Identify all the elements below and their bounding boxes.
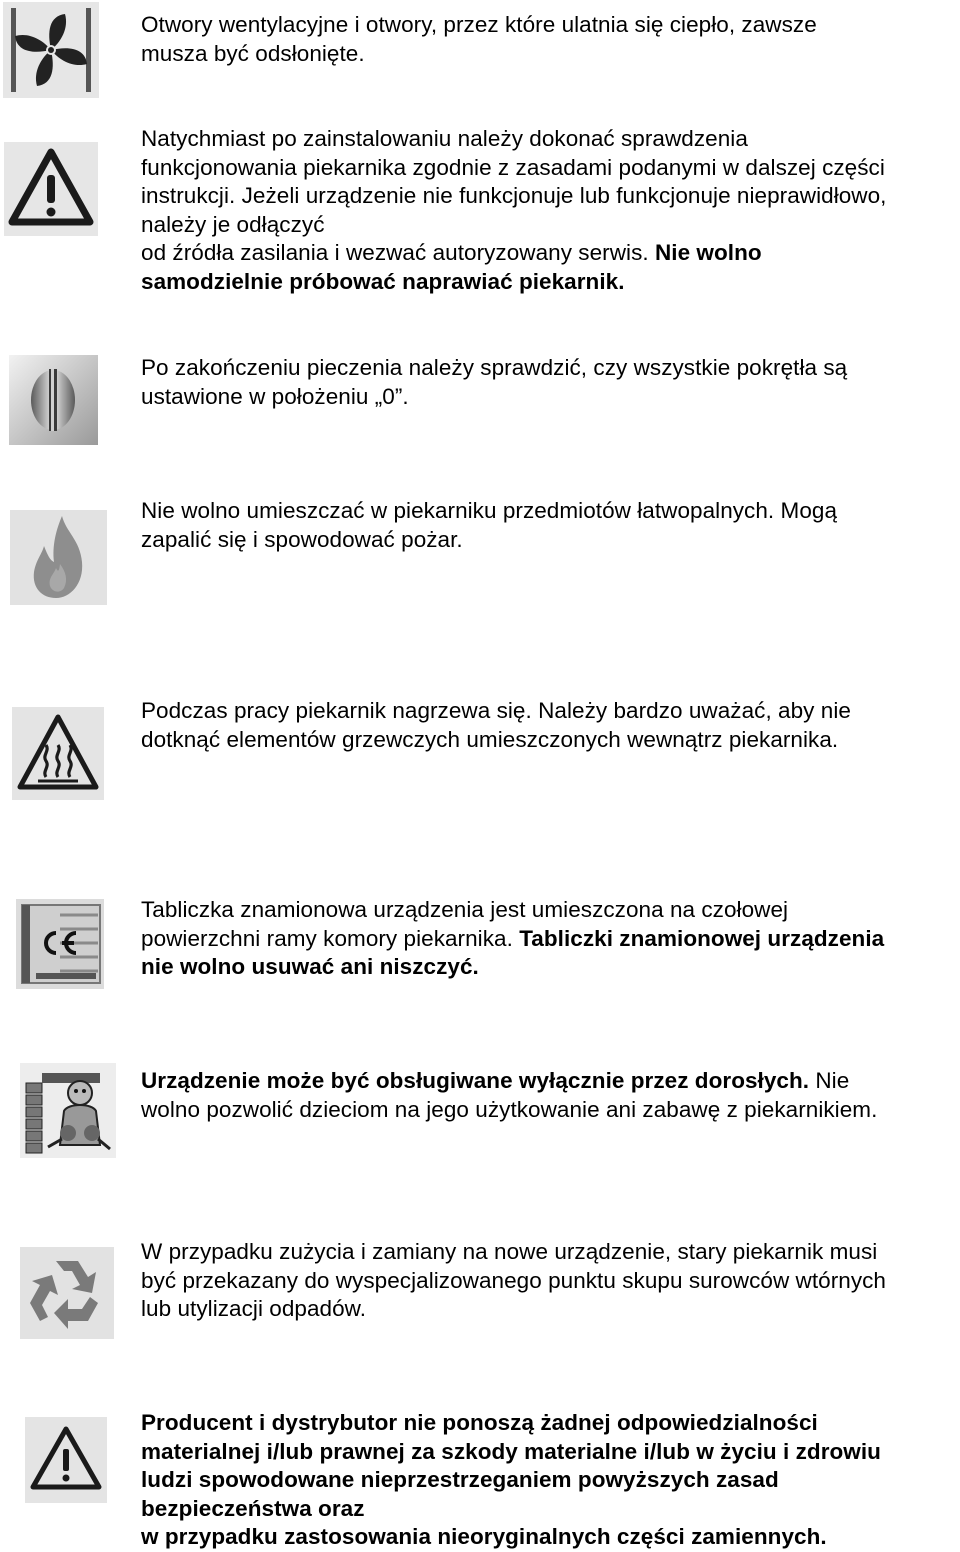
bold-text: samodzielnie próbować naprawiać piekarnik. [141,268,625,294]
notice-rating-plate [141,896,956,982]
text-line [141,896,956,925]
notice-liability [141,1409,956,1552]
text-line [141,953,956,982]
text-run: Natychmiast po zainstalowaniu należy dokonać sprawdzenia [141,126,748,151]
text-run: od źródła zasilania i wezwać autoryzowany serwis. [141,240,655,266]
text-run: lub utylizacji odpadów. [141,1296,367,1322]
notice-recycling [141,1238,956,1324]
text-run: Nie wolno umieszczać w piekarniku przedmiotów łatwopalnych. Mogą [141,498,838,523]
text-line [141,1096,956,1125]
text-run: Otwory wentylacyjne i otwory, przez które ulatnia się ciepło, zawsze [141,12,817,37]
text-run: powierzchni ramy komory piekarnika. [141,925,520,951]
text-run: instrukcji. Jeżeli urządzenie nie funkcjonuje lub funkcjonuje nieprawidłowo, [141,183,887,209]
warning-triangle-icon [25,1417,107,1503]
text-line [141,154,956,183]
notice-hot-surface [141,697,956,754]
text-run: ustawione w położeniu „0”. [141,383,409,409]
text-line [141,1295,956,1324]
bold-text: w przypadku zastosowania nieoryginalnych części zamiennych. [141,1524,827,1550]
text-run: musza być odsłonięte. [141,40,365,66]
bold-text: ludzi spowodowane nieprzestrzeganiem powyższych zasad [141,1467,779,1493]
bold-text: Nie wolno [654,240,762,266]
text-line [141,726,956,755]
text-line [141,354,956,383]
knob-off-position-icon [9,355,98,445]
text-line [141,1409,956,1438]
text-run: Po zakończeniu pieczenia należy sprawdzić, czy wszystkie pokrętła są [141,355,848,380]
text-line [141,497,956,526]
text-run: W przypadku zużycia i zamiany na nowe urządzenie, stary piekarnik musi [141,1239,878,1264]
text-run: Tabliczka znamionowa urządzenia jest umieszczona na czołowej [141,897,789,922]
text-line [141,125,956,154]
notice-ventilation [141,11,956,68]
text-line [141,383,956,412]
notice-knobs-zero [141,354,956,411]
bold-text: nie wolno usuwać ani niszczyć. [141,954,479,980]
text-line [141,1466,956,1495]
children-warning-icon [20,1063,116,1158]
text-run: być przekazany do wyspecjalizowanego punktu skupu surowców wtórnych [141,1267,886,1293]
text-line [141,1238,956,1267]
warning-triangle-icon [4,142,98,236]
recycle-icon [20,1247,114,1339]
text-line [141,1067,956,1096]
text-run: wolno pozwolić dzieciom na jego użytkowanie ani zabawę z piekarnikiem. [141,1096,878,1122]
text-line [141,1523,956,1552]
bold-text: Tabliczki znamionowej urządzenia [519,925,885,951]
bold-text: Urządzenie może być obsługiwane wyłącznie przez dorosłych. [141,1068,810,1093]
bold-text: Producent i dystrybutor nie ponoszą żadnej odpowiedzialności [141,1410,818,1435]
text-line [141,526,956,555]
text-run: dotknąć elementów grzewczych umieszczonych wewnątrz piekarnika. [141,726,839,752]
text-line [141,40,956,69]
bold-text: materialnej i/lub prawnej za szkody materialne i/lub w życiu i zdrowiu [141,1438,881,1464]
bold-text: bezpieczeństwa oraz [141,1495,365,1521]
rating-plate-ce-icon [16,899,104,989]
text-line [141,1267,956,1296]
text-line [141,11,956,40]
text-line [141,182,956,211]
text-run: należy je odłączyć [141,211,325,237]
notice-installation-check [141,125,956,297]
hot-surface-icon [12,707,104,800]
text-line [141,211,956,240]
notice-children [141,1067,956,1124]
text-run: Nie [809,1068,850,1093]
text-run: funkcjonowania piekarnika zgodnie z zasadami podanymi w dalszej części [141,154,885,180]
text-line [141,925,956,954]
text-line [141,268,956,297]
flame-icon [10,510,107,605]
text-run: Podczas pracy piekarnik nagrzewa się. Należy bardzo uważać, aby nie [141,698,851,723]
text-run: zapalić się i spowodować pożar. [141,526,463,552]
text-line [141,1438,956,1467]
text-line [141,239,956,268]
text-line [141,697,956,726]
text-line [141,1495,956,1524]
notice-flammable [141,497,956,554]
fan-ventilation-icon [3,2,99,98]
